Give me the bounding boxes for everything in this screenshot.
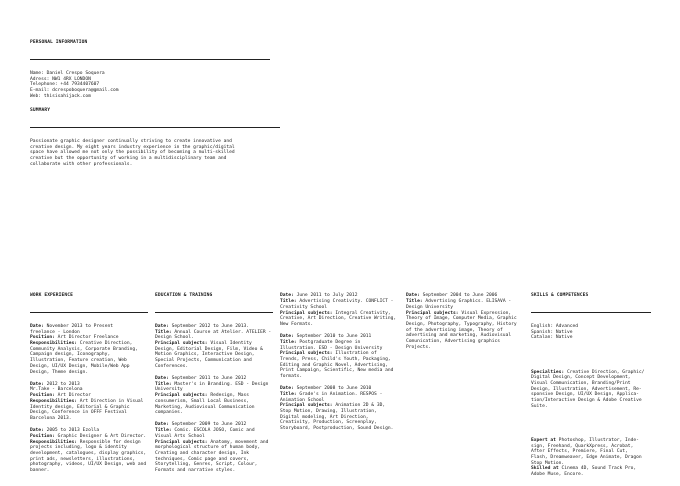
expert-line — [531, 472, 651, 478]
field-label: Position: — [30, 393, 55, 399]
summary-rule — [30, 127, 280, 128]
field-value: Digital modeling, Art Direction, — [280, 414, 369, 420]
field-value: Design School. — [155, 335, 194, 341]
field-value: Responsible for design — [77, 439, 141, 445]
field-value: Illustration. ESD - Design University — [280, 345, 383, 351]
field-value: Art Director Freelance — [54, 335, 119, 341]
field-value: Community Analysis, Corporate Branding, — [30, 346, 138, 352]
field-value: September 2011 to June 2012 — [168, 376, 247, 382]
summary-line: Passionate graphic designer continually striving to create innovative and — [30, 138, 232, 144]
field-value: Mr.Take - Barcelona — [30, 387, 83, 393]
field-value: techniques, Comic page and covers, — [155, 456, 250, 462]
field-value: Projects. — [406, 344, 431, 350]
field-value: Illustration, Feature creation, Web — [30, 358, 127, 364]
field-value: morphological structure of human body, — [155, 445, 261, 451]
field-value: 2005 to 2013 Ezolla — [43, 428, 100, 434]
entry-line — [155, 410, 273, 416]
cv-entry — [280, 386, 398, 432]
field-value: sponsive Design, UI/UX Design, Applica- — [531, 392, 639, 398]
col4-entries — [406, 293, 524, 350]
skills-specialties — [531, 370, 651, 410]
field-label: Date: — [280, 334, 294, 340]
field-value: Suite. — [531, 403, 548, 409]
personal-line: Web: thisisahijack.com — [30, 93, 91, 99]
field-value: Annual Course at Atelier. ATELIER - — [171, 329, 272, 335]
summary-section — [30, 97, 280, 173]
field-value: Animation 2D & 3D, — [332, 403, 386, 409]
education-continued-section — [280, 282, 398, 444]
field-label: Specialties: — [531, 369, 565, 375]
field-value: Trends, Press, Child's Youth, Packaging, — [280, 356, 391, 362]
personal-line: Telephone: +44 7934407607 — [30, 82, 100, 88]
field-label: Principal subjects: — [280, 310, 333, 316]
field-value: Storyboard, Postproduction, Sound Design. — [280, 426, 394, 432]
field-value: sign, Freehand, QuarkXpress, Acrobat, — [531, 443, 634, 449]
field-value: Art Direction in Visual — [77, 398, 144, 404]
field-value: photography, videos, UI/UX Design, web and — [30, 462, 147, 468]
work-section — [30, 282, 148, 486]
skills-expert — [531, 438, 651, 478]
field-value: Design, Photography, Typography, History — [406, 321, 517, 327]
cv-entry — [406, 293, 524, 350]
work-rule — [30, 312, 148, 313]
summary-line: creative design. My eight years industry experience in the graphic/digital — [30, 144, 235, 150]
field-value: Design, Illustration, Advertisement, Re- — [531, 386, 642, 392]
field-label: Title: — [280, 391, 297, 397]
field-label: Title: — [155, 428, 172, 434]
field-value: September 2010 to June 2011 — [293, 334, 372, 340]
personal-lines — [30, 71, 270, 100]
field-value: Photoshop, Illustrator, Inde- — [555, 437, 639, 443]
field-value: Identity design, Editorial & Graphic — [30, 404, 130, 410]
field-value: freelance - London — [30, 329, 80, 335]
personal-line: E-mail: dcrespoboquera@gmail.com — [30, 88, 119, 94]
cv-entry — [155, 422, 273, 473]
field-value: September 2008 to June 2010 — [293, 386, 372, 392]
field-value: formats. — [280, 374, 303, 380]
field-label: Date: — [30, 428, 44, 434]
field-label: Principal subjects: — [406, 310, 459, 316]
entry-line — [30, 416, 148, 422]
summary-line: collaborate with other professionals. — [30, 161, 133, 167]
field-value: Comic. ESCOLA JOSO, Comic and — [171, 428, 255, 434]
field-value: University — [155, 387, 183, 393]
field-value: Graphic Designer & Art Director. — [54, 433, 147, 439]
field-value: Grade's in Animation. RESPOS - — [296, 391, 383, 397]
field-label: Title: — [155, 381, 172, 387]
skills-languages — [531, 324, 651, 341]
field-label: Responsibilities: — [30, 341, 78, 347]
entry-line — [30, 468, 148, 474]
field-label: Date: — [30, 323, 44, 329]
field-value: Formats and narrative styles. — [155, 468, 236, 474]
entry-line — [280, 322, 398, 328]
specialties-line — [531, 404, 651, 410]
field-value: consumerism, Small Local Business, — [155, 398, 250, 404]
cv-entry — [30, 428, 148, 474]
field-label: Date: — [155, 376, 169, 382]
field-value: development, catalogues, display graphics, — [30, 450, 147, 456]
field-value: Animation School — [280, 397, 325, 403]
field-value: Stop Motion. — [531, 460, 565, 466]
field-label: Skilled at — [531, 466, 559, 472]
summary-lines — [30, 139, 280, 168]
field-value: Advertising Creativity. CONFLICT - — [296, 299, 394, 305]
field-value: companies. — [155, 410, 183, 416]
field-value: Comunication, Advertising graphics — [406, 339, 501, 345]
field-value: Creating and character design, Ink — [155, 450, 250, 456]
education-rule — [155, 312, 273, 313]
field-label: Principal subjects: — [280, 351, 333, 357]
field-value: banner. — [30, 468, 50, 474]
field-value: November 2013 to Present — [43, 323, 113, 329]
field-value: Visual Expression, — [458, 310, 512, 316]
summary-line: space have allowed me not only the possibility of becoming a multi-skilled — [30, 150, 235, 156]
field-value: September 2012 to June 2013. — [168, 323, 250, 329]
field-value: Redesign, Mass — [207, 393, 250, 399]
entry-line — [155, 364, 273, 370]
personal-rule — [30, 59, 270, 60]
field-value: Design, Conference in OFFF Festival — [30, 410, 127, 416]
field-label: Principal subjects: — [155, 439, 208, 445]
work-entries — [30, 324, 148, 474]
skills-heading: SKILLS & COMPETENCES — [531, 293, 589, 299]
field-value: projects including, logo & identity — [30, 445, 127, 451]
work-heading: WORK EXPERIENCE — [30, 293, 73, 299]
field-label: Date: — [280, 386, 294, 392]
field-label: Position: — [30, 335, 55, 341]
field-value: Visual Arts School — [155, 433, 205, 439]
field-label: Date: — [406, 293, 420, 299]
education-entries — [155, 324, 273, 474]
field-value: Digital Design, Concept Development, — [531, 375, 631, 381]
entry-line — [280, 426, 398, 432]
field-label: Date: — [30, 381, 44, 387]
personal-heading: PERSONAL INFORMATION — [30, 40, 88, 46]
cv-entry — [155, 376, 273, 416]
field-label: Principal subjects: — [280, 403, 333, 409]
field-value: Storytelling, Genres, Script, Colour, — [155, 462, 258, 468]
cv-entry — [30, 382, 148, 422]
field-value: Creativity School — [280, 304, 328, 310]
field-value: Creative, Art Direction, Creative Writing, — [280, 316, 397, 322]
field-label: Date: — [280, 293, 294, 299]
field-value: September 2004 to June 2006 — [419, 293, 498, 299]
field-value: 2012 to 2013 — [43, 381, 80, 387]
cv-entry — [280, 293, 398, 327]
cv-entry — [155, 324, 273, 370]
field-value: September 2009 to June 2012 — [168, 422, 247, 428]
field-value: After Effects, Premiere, Final Cut, — [531, 449, 628, 455]
field-value: Print Campaign, Scientific, New media and — [280, 368, 394, 374]
field-label: Title: — [280, 339, 297, 345]
field-value: Design, Editorial Design, Film, Video & — [155, 346, 263, 352]
personal-line: Adress: NW1 4RX LONDON — [30, 76, 91, 82]
field-label: Title: — [280, 299, 297, 305]
field-value: Barcelona 2013. — [30, 415, 72, 421]
summary-heading: SUMMARY — [30, 108, 51, 114]
field-value: tion/Interactive Design & Adobe Creative — [531, 398, 642, 404]
field-value: Editing and Graphic Novel, Advertising, — [280, 362, 388, 368]
entry-line — [406, 345, 524, 351]
language-line: Catalan: Native — [531, 335, 573, 341]
field-value: Marketing, Audiovisual Communication — [155, 404, 255, 410]
field-value: Art Director — [54, 393, 91, 399]
field-label: Expert at — [531, 437, 556, 443]
field-value: Design University — [406, 304, 454, 310]
field-value: Master's in Branding. ESD - Design — [171, 381, 269, 387]
field-value: Design, UI/UX Design, Mobile/Web App — [30, 363, 130, 369]
field-value: Creativity, Production, Screenplay, — [280, 420, 377, 426]
field-label: Title: — [406, 299, 423, 305]
field-value: Campaign design, Iconography, — [30, 352, 111, 358]
field-value: June 2011 to July 2012 — [293, 293, 358, 299]
education-heading: EDUCATION & TRAINING — [155, 293, 213, 299]
field-value: Design, Theme design. — [30, 369, 89, 375]
field-value: Postgraduate Degree in — [296, 339, 361, 345]
field-value: Stop Motion, Drawing, Illustration, — [280, 409, 377, 415]
field-value: Special Projects, Communication and — [155, 358, 252, 364]
field-value: Integral Creativity, — [332, 310, 391, 316]
field-label: Title: — [155, 329, 172, 335]
entry-line — [155, 468, 273, 474]
field-label: Principal subjects: — [155, 393, 208, 399]
personal-section — [30, 29, 270, 105]
language-line: Spanish: Native — [531, 329, 573, 335]
field-value: Illustration of — [332, 351, 377, 357]
cv-entry — [280, 334, 398, 380]
field-value: New Formats. — [280, 321, 314, 327]
summary-line: creative but the opportunity of working in a multidisciplinary team and — [30, 156, 227, 162]
field-label: Responsibilities: — [30, 398, 78, 404]
field-value: Conferences. — [155, 363, 189, 369]
skills-section — [531, 282, 651, 484]
entry-line — [30, 370, 148, 376]
col3-entries — [280, 293, 398, 431]
field-label: Principal subjects: — [155, 341, 208, 347]
education-continued-section-2 — [406, 282, 524, 363]
field-value: Flash, Dreamweaver, Edge Animate, Dragon — [531, 455, 642, 461]
field-value: Theory of Image, Computer Media, Graphic — [406, 316, 517, 322]
field-value: Visual Communication, Branding/Print — [531, 380, 631, 386]
field-label: Date: — [155, 323, 169, 329]
field-value: Adobe Muse, Encore. — [531, 472, 584, 478]
field-label: Date: — [155, 422, 169, 428]
field-value: Visual Identity — [207, 341, 252, 347]
field-value: Cinema 4D, Sound Track Pro, — [558, 466, 637, 472]
field-value: of the advertising image, Theory of — [406, 327, 503, 333]
field-value: advertising and marketing, Audiovisual — [406, 333, 512, 339]
personal-line: Name: Daniel Crespo Soquera — [30, 70, 105, 76]
skills-rule — [531, 312, 651, 313]
language-line: English: Advanced — [531, 323, 579, 329]
field-value: Advertising Graphics. ELISAVA - — [422, 299, 512, 305]
cv-entry — [30, 324, 148, 375]
field-label: Responsibilities: — [30, 439, 78, 445]
field-value: Anatomy, movement and — [207, 439, 269, 445]
specialties-line — [531, 398, 651, 404]
field-value: Creative Direction, Graphic/ — [564, 369, 645, 375]
field-label: Position: — [30, 433, 55, 439]
field-value: print ads, newsletters, illustrations, — [30, 456, 136, 462]
field-value: Motion Graphics, Interactive Design, — [155, 352, 255, 358]
education-section — [155, 282, 273, 486]
entry-line — [280, 374, 398, 380]
field-value: Creative Direction, — [77, 341, 133, 347]
